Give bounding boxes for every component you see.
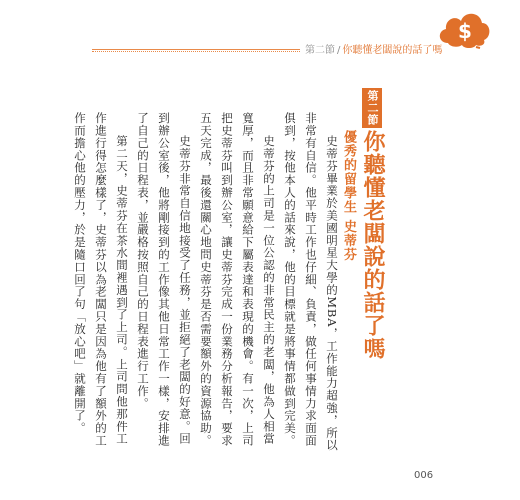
header-section-label: 第二節 (305, 45, 335, 56)
page-number: 006 (414, 470, 434, 481)
cloud-dollar-icon (434, 7, 494, 49)
header-title: 你聽懂老闆說的話了嗎 (342, 45, 443, 56)
header-separator: / (337, 45, 341, 56)
paragraph: 史蒂芬非常自信地接受了任務，並拒絕了老闆的好意。回到辦公室後，他將剛接到的工作像其他日常工作一樣，安排進了自己的日程表，並嚴格按照自己的日程表進行工作。 (136, 112, 192, 447)
body-text (69, 112, 342, 452)
chapter-section-tab: 第二節 (362, 88, 382, 128)
paragraph: 史蒂芬畢業於美國明星大學的MBA，工作能力超強，所以非常有自信。他平時工作也仔細、負責，做任何事情力求面面俱到，按他本人的話來說，他的目標就是將事情都做到完美。 (283, 112, 339, 452)
paragraph: 第二天，史蒂芬在茶水間裡遇到了上司。上司問他那件工作進行得怎麼樣了，史蒂芬以為老闆只是因為他有了額外的工作而擔心他的壓力，於是隨口回了句「放心吧」就離開了。 (73, 112, 129, 447)
paragraph: 史蒂芬的上司是一位公認的非常民主的老闆，他為人相當寬厚，而且非常願意給下屬表達和表現的機會。有一次，上司把史蒂芬叫到辦公室，讓史蒂芬完成一份業務分析報告，要求五天完成，最後還關心地問史蒂芬是否需要額外的資源協助。 (199, 112, 276, 447)
header-dotted-line (92, 51, 300, 52)
chapter-subtitle: 優秀的留學生 史蒂芬 (341, 130, 356, 262)
header-solid-line (92, 49, 300, 50)
running-header (305, 41, 442, 56)
dollar-symbol: $ (458, 19, 472, 43)
chapter-title: 你聽懂老闆說的話了嗎 (360, 130, 385, 360)
